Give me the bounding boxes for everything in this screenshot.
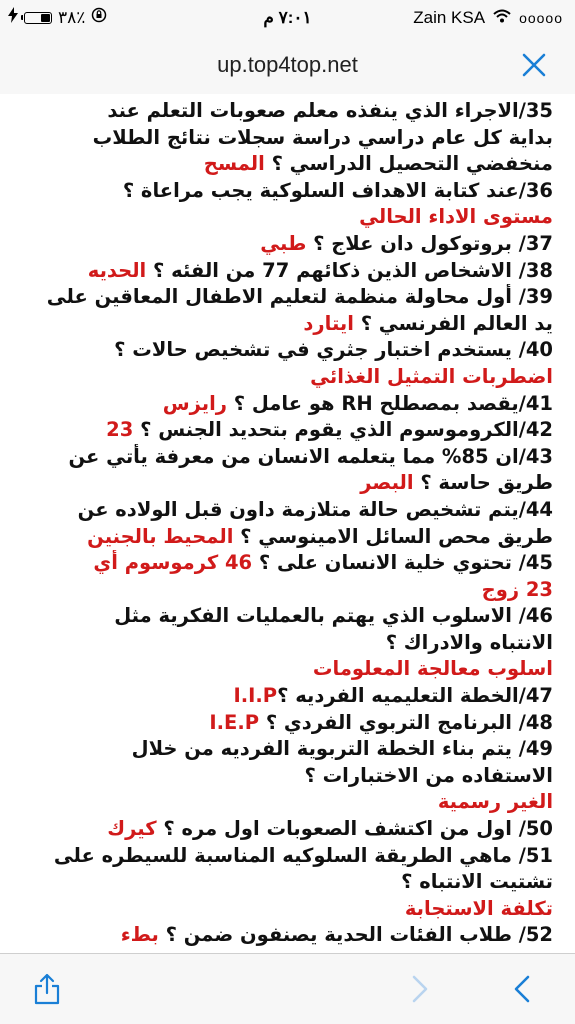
text-line bbox=[14, 231, 553, 258]
text-line bbox=[14, 656, 553, 683]
text-line bbox=[14, 204, 553, 231]
answer-text: البصر bbox=[360, 471, 414, 495]
question-text: 43/ان 85% مما يتعلمه الانسان من معرفة يأتي عن bbox=[68, 444, 553, 468]
text-line bbox=[14, 337, 553, 364]
text-line bbox=[14, 869, 553, 896]
question-text: 36/عند كتابة الاهداف السلوكية يجب مراعاة ؟ bbox=[122, 178, 553, 202]
carrier-name: Zain KSA bbox=[413, 8, 486, 27]
question-text: طريق حاسة ؟ bbox=[413, 471, 553, 495]
forward-icon bbox=[402, 972, 436, 1006]
text-line bbox=[14, 630, 553, 657]
text-line bbox=[14, 417, 553, 444]
text-line bbox=[14, 896, 553, 923]
question-text: منخفضي التحصيل الدراسي ؟ bbox=[264, 152, 553, 176]
text-line bbox=[14, 151, 553, 178]
answer-text: I.E.P bbox=[209, 710, 260, 734]
url-bar bbox=[0, 36, 575, 95]
text-line bbox=[14, 603, 553, 630]
wifi-icon bbox=[493, 8, 511, 28]
answer-text: بطء bbox=[120, 923, 159, 947]
answer-line: اضطربات التمثيل الغذائي bbox=[310, 364, 553, 388]
text-line bbox=[14, 922, 553, 949]
answer-text: المسح bbox=[203, 152, 265, 176]
question-text: 52/ طلاب الفئات الحدية يصنفون ضمن ؟ bbox=[158, 923, 553, 947]
share-button[interactable] bbox=[30, 972, 64, 1006]
text-line bbox=[14, 763, 553, 790]
text-line bbox=[14, 843, 553, 870]
text-line bbox=[14, 524, 553, 551]
question-text: 38/ الاشخاص الذين ذكائهم 77 من الفئه ؟ bbox=[146, 258, 553, 282]
status-right bbox=[413, 8, 563, 28]
question-text: 41/يقصد بمصطلح RH هو عامل ؟ bbox=[227, 391, 553, 415]
question-text: 42/الكروموسوم الذي يقوم بتحديد الجنس ؟ bbox=[133, 418, 553, 442]
question-text: 40/ يستخدم اختبار جثري في تشخيص حالات ؟ bbox=[114, 338, 553, 362]
status-time: ٧:٠١ م bbox=[263, 8, 312, 27]
question-text: 44/يتم تشخيص حالة متلازمة داون قبل الولاده عن bbox=[77, 497, 553, 521]
text-line bbox=[14, 391, 553, 418]
answer-text: I.I.P bbox=[233, 684, 278, 708]
text-line bbox=[14, 311, 553, 338]
answer-text: كيرك bbox=[107, 817, 157, 841]
text-line bbox=[14, 125, 553, 152]
answer-text: 46 كرموسوم أي bbox=[93, 551, 253, 575]
question-text: 50/ اول من اكتشف الصعوبات اول مره ؟ bbox=[156, 817, 553, 841]
text-line bbox=[14, 789, 553, 816]
question-text: الاستفاده من الاختبارات ؟ bbox=[304, 763, 553, 787]
question-text: يد العالم الفرنسي ؟ bbox=[353, 311, 553, 335]
share-icon bbox=[30, 972, 64, 1006]
back-icon bbox=[506, 972, 540, 1006]
text-line bbox=[14, 444, 553, 471]
text-line bbox=[14, 364, 553, 391]
bottom-toolbar bbox=[0, 953, 575, 1024]
answer-text: طبي bbox=[260, 231, 307, 255]
status-bar bbox=[0, 0, 575, 36]
answer-text: المحيط بالجنين bbox=[87, 524, 234, 548]
answer-text: 23 bbox=[106, 418, 134, 442]
question-text: 49/ يتم بناء الخطة التربوية الفرديه من خلال bbox=[131, 737, 553, 761]
question-text: 39/ أول محاولة منظمة لتعليم الاطفال المعاقين على bbox=[46, 285, 553, 309]
question-text: 48/ البرنامج التربوي الفردي ؟ bbox=[259, 710, 553, 734]
question-text: طريق محص السائل الامينوسي ؟ bbox=[233, 524, 553, 548]
text-line bbox=[14, 710, 553, 737]
answer-line: اسلوب معالجة المعلومات bbox=[312, 657, 553, 681]
question-text: بداية كل عام دراسي دراسة سجلات نتائج الطلاب bbox=[92, 125, 553, 149]
answer-text: الحديه bbox=[87, 258, 147, 282]
answer-line: تكلفة الاستجابة bbox=[404, 896, 553, 920]
text-line bbox=[14, 550, 553, 577]
answer-text: رايزس bbox=[162, 391, 228, 415]
question-text: 45/ تحتوي خلية الانسان على ؟ bbox=[252, 551, 553, 575]
text-line bbox=[14, 736, 553, 763]
question-text: 51/ ماهي الطريقة السلوكيه المناسبة للسيطره على bbox=[53, 843, 553, 867]
answer-text: ايتارد bbox=[303, 311, 354, 335]
signal-strength: ooooo bbox=[519, 10, 563, 26]
answer-line: الغير رسمية bbox=[437, 790, 553, 814]
close-button[interactable] bbox=[519, 50, 549, 80]
text-line bbox=[14, 98, 553, 125]
question-text: الانتباه والادراك ؟ bbox=[385, 630, 553, 654]
text-line bbox=[14, 816, 553, 843]
text-line bbox=[14, 683, 553, 710]
forward-button[interactable] bbox=[402, 972, 436, 1006]
page-content[interactable] bbox=[0, 94, 575, 954]
question-text: 37/ بروتوكول دان علاج ؟ bbox=[306, 231, 553, 255]
text-line bbox=[14, 284, 553, 311]
text-line bbox=[14, 470, 553, 497]
question-text: 47/الخطة التعليميه الفرديه ؟ bbox=[277, 684, 553, 708]
text-line bbox=[14, 258, 553, 285]
question-list bbox=[0, 98, 575, 949]
close-icon bbox=[519, 50, 549, 80]
answer-line: 23 زوج bbox=[481, 577, 553, 601]
text-line bbox=[14, 178, 553, 205]
question-text: 46/ الاسلوب الذي يهتم بالعمليات الفكرية مثل bbox=[114, 604, 553, 628]
battery-percent: ٣٨٪ bbox=[58, 7, 86, 27]
answer-line: مستوى الاداء الحالي bbox=[359, 205, 553, 229]
back-button[interactable] bbox=[506, 972, 540, 1006]
question-text: تشتيت الانتباه ؟ bbox=[401, 870, 553, 894]
url-text[interactable]: up.top4top.net bbox=[217, 52, 358, 77]
question-text: 35/الاجراء الذي ينفذه معلم صعوبات التعلم عند bbox=[107, 99, 553, 122]
text-line bbox=[14, 497, 553, 524]
text-line bbox=[14, 577, 553, 604]
